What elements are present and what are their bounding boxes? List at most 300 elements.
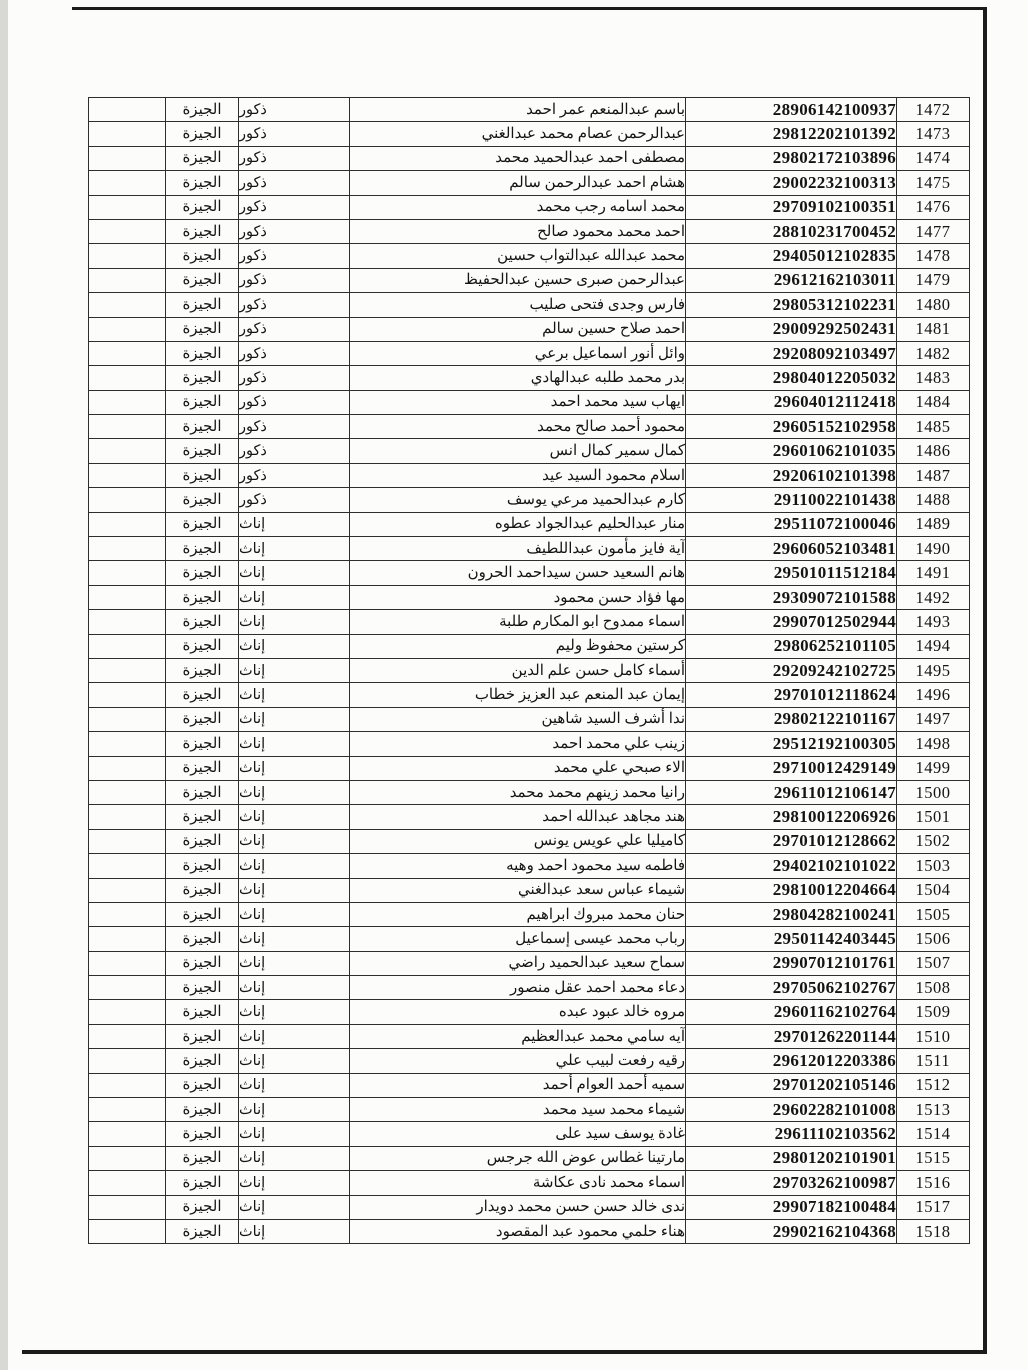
governorate-cell: الجيزة (166, 854, 239, 878)
table-row (89, 683, 970, 707)
governorate-cell: الجيزة (166, 122, 239, 146)
serial-number-cell: 1478 (897, 244, 970, 268)
table-row (89, 780, 970, 804)
empty-margin-cell (89, 1024, 166, 1048)
table-row (89, 463, 970, 487)
gender-cell: إناث (239, 1098, 350, 1122)
empty-margin-cell (89, 146, 166, 170)
governorate-cell: الجيزة (166, 585, 239, 609)
gender-cell: إناث (239, 1122, 350, 1146)
national-id-cell: 29701202105146 (686, 1073, 897, 1097)
governorate-cell: الجيزة (166, 1219, 239, 1243)
serial-number-cell: 1496 (897, 683, 970, 707)
empty-margin-cell (89, 366, 166, 390)
empty-margin-cell (89, 854, 166, 878)
serial-number-cell: 1517 (897, 1195, 970, 1219)
empty-margin-cell (89, 512, 166, 536)
empty-margin-cell (89, 1171, 166, 1195)
gender-cell: إناث (239, 585, 350, 609)
serial-number-cell: 1497 (897, 707, 970, 731)
table-row (89, 878, 970, 902)
serial-number-cell: 1515 (897, 1146, 970, 1170)
governorate-cell: الجيزة (166, 98, 239, 122)
serial-number-cell: 1518 (897, 1219, 970, 1243)
table-row (89, 1219, 970, 1243)
national-id-cell: 29206102101398 (686, 463, 897, 487)
gender-cell: إناث (239, 732, 350, 756)
governorate-cell: الجيزة (166, 780, 239, 804)
governorate-cell: الجيزة (166, 488, 239, 512)
gender-cell: إناث (239, 610, 350, 634)
full-name-cell: فاطمه سيد محمود احمد وهيه (350, 854, 686, 878)
full-name-cell: دعاء محمد احمد عقل منصور (350, 976, 686, 1000)
table-row (89, 366, 970, 390)
national-id-cell: 29208092103497 (686, 341, 897, 365)
national-id-cell: 29611012106147 (686, 780, 897, 804)
governorate-cell: الجيزة (166, 1122, 239, 1146)
full-name-cell: كمال سمير كمال انس (350, 439, 686, 463)
governorate-cell: الجيزة (166, 1000, 239, 1024)
full-name-cell: فارس وجدى فتحى صليب (350, 293, 686, 317)
governorate-cell: الجيزة (166, 732, 239, 756)
serial-number-cell: 1477 (897, 219, 970, 243)
national-id-cell: 29804282100241 (686, 902, 897, 926)
serial-number-cell: 1508 (897, 976, 970, 1000)
serial-number-cell: 1506 (897, 927, 970, 951)
national-id-cell: 29710012429149 (686, 756, 897, 780)
empty-margin-cell (89, 610, 166, 634)
serial-number-cell: 1484 (897, 390, 970, 414)
empty-margin-cell (89, 756, 166, 780)
governorate-cell: الجيزة (166, 268, 239, 292)
national-id-cell: 29601162102764 (686, 1000, 897, 1024)
national-id-cell: 29802172103896 (686, 146, 897, 170)
serial-number-cell: 1493 (897, 610, 970, 634)
empty-margin-cell (89, 463, 166, 487)
national-id-cell: 29701012118624 (686, 683, 897, 707)
governorate-cell: الجيزة (166, 1098, 239, 1122)
full-name-cell: إيمان عبد المنعم عبد العزيز خطاب (350, 683, 686, 707)
national-id-cell: 29009292502431 (686, 317, 897, 341)
full-name-cell: هانم السعيد حسن سيداحمد الحرون (350, 561, 686, 585)
gender-cell: ذكور (239, 146, 350, 170)
table-row (89, 195, 970, 219)
gender-cell: إناث (239, 902, 350, 926)
national-id-cell: 29902162104368 (686, 1219, 897, 1243)
empty-margin-cell (89, 98, 166, 122)
serial-number-cell: 1510 (897, 1024, 970, 1048)
table-row (89, 122, 970, 146)
national-id-cell: 29501142403445 (686, 927, 897, 951)
serial-number-cell: 1514 (897, 1122, 970, 1146)
empty-margin-cell (89, 902, 166, 926)
table-row (89, 1146, 970, 1170)
governorate-cell: الجيزة (166, 610, 239, 634)
full-name-cell: رقيه رفعت لبيب علي (350, 1049, 686, 1073)
table-row (89, 512, 970, 536)
governorate-cell: الجيزة (166, 537, 239, 561)
serial-number-cell: 1472 (897, 98, 970, 122)
full-name-cell: ندا أشرف السيد شاهين (350, 707, 686, 731)
full-name-cell: ندى خالد حسن حسن محمد دويدار (350, 1195, 686, 1219)
governorate-cell: الجيزة (166, 171, 239, 195)
empty-margin-cell (89, 976, 166, 1000)
empty-margin-cell (89, 1195, 166, 1219)
table-row (89, 488, 970, 512)
empty-margin-cell (89, 195, 166, 219)
gender-cell: إناث (239, 537, 350, 561)
table-row (89, 146, 970, 170)
scan-right-edge-line (983, 7, 987, 1354)
full-name-cell: رباب محمد عيسى إسماعيل (350, 927, 686, 951)
national-id-cell: 29511072100046 (686, 512, 897, 536)
national-id-cell: 29810012206926 (686, 805, 897, 829)
full-name-cell: اسلام محمود السيد عيد (350, 463, 686, 487)
governorate-cell: الجيزة (166, 805, 239, 829)
governorate-cell: الجيزة (166, 951, 239, 975)
empty-margin-cell (89, 829, 166, 853)
empty-margin-cell (89, 1146, 166, 1170)
full-name-cell: محمد اسامه رجب محمد (350, 195, 686, 219)
national-id-cell: 29701012128662 (686, 829, 897, 853)
gender-cell: ذكور (239, 488, 350, 512)
empty-margin-cell (89, 805, 166, 829)
governorate-cell: الجيزة (166, 366, 239, 390)
empty-margin-cell (89, 317, 166, 341)
table-row (89, 1195, 970, 1219)
empty-margin-cell (89, 1000, 166, 1024)
national-id-cell: 29802122101167 (686, 707, 897, 731)
full-name-cell: أسماء كامل حسن علم الدين (350, 658, 686, 682)
table-row (89, 756, 970, 780)
national-id-cell: 29309072101588 (686, 585, 897, 609)
serial-number-cell: 1512 (897, 1073, 970, 1097)
gender-cell: ذكور (239, 366, 350, 390)
gender-cell: إناث (239, 1195, 350, 1219)
gender-cell: إناث (239, 854, 350, 878)
full-name-cell: هشام احمد عبدالرحمن سالم (350, 171, 686, 195)
serial-number-cell: 1502 (897, 829, 970, 853)
gender-cell: إناث (239, 683, 350, 707)
table-row (89, 707, 970, 731)
governorate-cell: الجيزة (166, 561, 239, 585)
governorate-cell: الجيزة (166, 976, 239, 1000)
full-name-cell: باسم عبدالمنعم عمر احمد (350, 98, 686, 122)
national-id-cell: 29601062101035 (686, 439, 897, 463)
full-name-cell: مها فؤاد حسن محمود (350, 585, 686, 609)
table-row (89, 268, 970, 292)
national-id-cell: 29501011512184 (686, 561, 897, 585)
serial-number-cell: 1474 (897, 146, 970, 170)
serial-number-cell: 1476 (897, 195, 970, 219)
serial-number-cell: 1473 (897, 122, 970, 146)
national-id-cell: 29604012112418 (686, 390, 897, 414)
table-row (89, 658, 970, 682)
governorate-cell: الجيزة (166, 658, 239, 682)
empty-margin-cell (89, 561, 166, 585)
empty-margin-cell (89, 390, 166, 414)
table-row (89, 951, 970, 975)
gender-cell: ذكور (239, 219, 350, 243)
full-name-cell: آية فايز مأمون عبداللطيف (350, 537, 686, 561)
national-id-cell: 29512192100305 (686, 732, 897, 756)
table-row (89, 390, 970, 414)
gender-cell: إناث (239, 1146, 350, 1170)
full-name-cell: وائل أنور اسماعيل برعي (350, 341, 686, 365)
governorate-cell: الجيزة (166, 707, 239, 731)
serial-number-cell: 1513 (897, 1098, 970, 1122)
serial-number-cell: 1479 (897, 268, 970, 292)
national-id-cell: 28906142100937 (686, 98, 897, 122)
full-name-cell: شيماء عباس سعد عبدالغني (350, 878, 686, 902)
table-row (89, 317, 970, 341)
empty-margin-cell (89, 122, 166, 146)
empty-margin-cell (89, 439, 166, 463)
full-name-cell: سماح سعيد عبدالحميد راضي (350, 951, 686, 975)
table-row (89, 293, 970, 317)
governorate-cell: الجيزة (166, 683, 239, 707)
gender-cell: إناث (239, 951, 350, 975)
governorate-cell: الجيزة (166, 512, 239, 536)
full-name-cell: احمد صلاح حسين سالم (350, 317, 686, 341)
table-row (89, 1122, 970, 1146)
national-id-cell: 29405012102835 (686, 244, 897, 268)
table-row (89, 610, 970, 634)
full-name-cell: بدر محمد طلبه عبدالهادي (350, 366, 686, 390)
empty-margin-cell (89, 683, 166, 707)
scan-left-shade (0, 0, 8, 1370)
table-row (89, 98, 970, 122)
national-id-cell: 29602282101008 (686, 1098, 897, 1122)
table-row (89, 976, 970, 1000)
full-name-cell: سميه أحمد العوام أحمد (350, 1073, 686, 1097)
national-id-cell: 29806252101105 (686, 634, 897, 658)
full-name-cell: حنان محمد مبروك ابراهيم (350, 902, 686, 926)
national-id-cell: 29705062102767 (686, 976, 897, 1000)
empty-margin-cell (89, 707, 166, 731)
national-id-cell: 29703262100987 (686, 1171, 897, 1195)
table-row (89, 805, 970, 829)
empty-margin-cell (89, 244, 166, 268)
table-row (89, 439, 970, 463)
serial-number-cell: 1486 (897, 439, 970, 463)
table-row (89, 829, 970, 853)
table-row (89, 1049, 970, 1073)
governorate-cell: الجيزة (166, 219, 239, 243)
table-row (89, 1098, 970, 1122)
national-id-cell: 29606052103481 (686, 537, 897, 561)
serial-number-cell: 1494 (897, 634, 970, 658)
full-name-cell: ايهاب سيد محمد احمد (350, 390, 686, 414)
governorate-cell: الجيزة (166, 463, 239, 487)
full-name-cell: شيماء محمد سيد محمد (350, 1098, 686, 1122)
scan-bottom-edge-line (22, 1350, 987, 1354)
empty-margin-cell (89, 1219, 166, 1243)
records-tbody (89, 98, 970, 1244)
serial-number-cell: 1487 (897, 463, 970, 487)
governorate-cell: الجيزة (166, 415, 239, 439)
table-row (89, 1171, 970, 1195)
governorate-cell: الجيزة (166, 439, 239, 463)
serial-number-cell: 1498 (897, 732, 970, 756)
table-row (89, 244, 970, 268)
gender-cell: ذكور (239, 244, 350, 268)
governorate-cell: الجيزة (166, 1024, 239, 1048)
table-row (89, 634, 970, 658)
empty-margin-cell (89, 951, 166, 975)
serial-number-cell: 1485 (897, 415, 970, 439)
serial-number-cell: 1501 (897, 805, 970, 829)
national-id-cell: 29701262201144 (686, 1024, 897, 1048)
gender-cell: ذكور (239, 439, 350, 463)
full-name-cell: غادة يوسف سيد على (350, 1122, 686, 1146)
governorate-cell: الجيزة (166, 1171, 239, 1195)
gender-cell: إناث (239, 780, 350, 804)
serial-number-cell: 1482 (897, 341, 970, 365)
full-name-cell: محمود أحمد صالح محمد (350, 415, 686, 439)
gender-cell: إناث (239, 1073, 350, 1097)
governorate-cell: الجيزة (166, 341, 239, 365)
table-row (89, 585, 970, 609)
empty-margin-cell (89, 219, 166, 243)
gender-cell: إناث (239, 1219, 350, 1243)
full-name-cell: الاء صبحي علي محمد (350, 756, 686, 780)
table-row (89, 537, 970, 561)
gender-cell: إناث (239, 756, 350, 780)
gender-cell: ذكور (239, 195, 350, 219)
table-row (89, 1073, 970, 1097)
gender-cell: إناث (239, 878, 350, 902)
full-name-cell: عبدالرحمن عصام محمد عبدالغني (350, 122, 686, 146)
table-row (89, 415, 970, 439)
serial-number-cell: 1507 (897, 951, 970, 975)
gender-cell: إناث (239, 805, 350, 829)
table-row (89, 171, 970, 195)
full-name-cell: عبدالرحمن صبرى حسين عبدالحفيظ (350, 268, 686, 292)
empty-margin-cell (89, 268, 166, 292)
empty-margin-cell (89, 1098, 166, 1122)
national-id-cell: 29804012205032 (686, 366, 897, 390)
full-name-cell: محمد عبدالله عبدالتواب حسين (350, 244, 686, 268)
empty-margin-cell (89, 927, 166, 951)
gender-cell: إناث (239, 658, 350, 682)
national-id-cell: 29810012204664 (686, 878, 897, 902)
empty-margin-cell (89, 171, 166, 195)
empty-margin-cell (89, 1049, 166, 1073)
national-id-cell: 29605152102958 (686, 415, 897, 439)
full-name-cell: هند مجاهد عبدالله احمد (350, 805, 686, 829)
table-row (89, 927, 970, 951)
empty-margin-cell (89, 732, 166, 756)
full-name-cell: احمد محمد محمود صالح (350, 219, 686, 243)
table-row (89, 219, 970, 243)
full-name-cell: زينب علي محمد احمد (350, 732, 686, 756)
gender-cell: ذكور (239, 122, 350, 146)
national-id-cell: 29611102103562 (686, 1122, 897, 1146)
serial-number-cell: 1495 (897, 658, 970, 682)
serial-number-cell: 1509 (897, 1000, 970, 1024)
governorate-cell: الجيزة (166, 1049, 239, 1073)
full-name-cell: كاميليا علي عويس يونس (350, 829, 686, 853)
empty-margin-cell (89, 341, 166, 365)
empty-margin-cell (89, 293, 166, 317)
table-row (89, 732, 970, 756)
governorate-cell: الجيزة (166, 756, 239, 780)
serial-number-cell: 1489 (897, 512, 970, 536)
serial-number-cell: 1500 (897, 780, 970, 804)
governorate-cell: الجيزة (166, 1073, 239, 1097)
national-id-cell: 29612162103011 (686, 268, 897, 292)
full-name-cell: اسماء ممدوح ابو المكارم طلبة (350, 610, 686, 634)
governorate-cell: الجيزة (166, 902, 239, 926)
governorate-cell: الجيزة (166, 878, 239, 902)
gender-cell: إناث (239, 1049, 350, 1073)
serial-number-cell: 1511 (897, 1049, 970, 1073)
table-row (89, 902, 970, 926)
full-name-cell: هناء حلمي محمود عبد المقصود (350, 1219, 686, 1243)
serial-number-cell: 1490 (897, 537, 970, 561)
empty-margin-cell (89, 415, 166, 439)
empty-margin-cell (89, 1122, 166, 1146)
gender-cell: ذكور (239, 390, 350, 414)
empty-margin-cell (89, 780, 166, 804)
voter-records-table (88, 97, 970, 1244)
gender-cell: إناث (239, 1000, 350, 1024)
full-name-cell: منار عبدالحليم عبدالجواد عطوه (350, 512, 686, 536)
empty-margin-cell (89, 634, 166, 658)
national-id-cell: 29110022101438 (686, 488, 897, 512)
serial-number-cell: 1499 (897, 756, 970, 780)
national-id-cell: 29402102101022 (686, 854, 897, 878)
gender-cell: إناث (239, 976, 350, 1000)
table-row (89, 341, 970, 365)
full-name-cell: مارتينا غطاس عوض الله جرجس (350, 1146, 686, 1170)
full-name-cell: رانيا محمد زينهم محمد محمد (350, 780, 686, 804)
empty-margin-cell (89, 537, 166, 561)
gender-cell: ذكور (239, 415, 350, 439)
national-id-cell: 29907012101761 (686, 951, 897, 975)
serial-number-cell: 1516 (897, 1171, 970, 1195)
full-name-cell: كرستين محفوظ وليم (350, 634, 686, 658)
gender-cell: إناث (239, 1024, 350, 1048)
empty-margin-cell (89, 488, 166, 512)
governorate-cell: الجيزة (166, 927, 239, 951)
serial-number-cell: 1503 (897, 854, 970, 878)
national-id-cell: 29812202101392 (686, 122, 897, 146)
national-id-cell: 29801202101901 (686, 1146, 897, 1170)
gender-cell: ذكور (239, 463, 350, 487)
empty-margin-cell (89, 878, 166, 902)
gender-cell: إناث (239, 927, 350, 951)
national-id-cell: 29805312102231 (686, 293, 897, 317)
national-id-cell: 29709102100351 (686, 195, 897, 219)
gender-cell: إناث (239, 561, 350, 585)
governorate-cell: الجيزة (166, 293, 239, 317)
gender-cell: إناث (239, 829, 350, 853)
empty-margin-cell (89, 1073, 166, 1097)
national-id-cell: 29907182100484 (686, 1195, 897, 1219)
gender-cell: ذكور (239, 341, 350, 365)
full-name-cell: آيه سامي محمد عبدالعظيم (350, 1024, 686, 1048)
table-row (89, 1024, 970, 1048)
national-id-cell: 29209242102725 (686, 658, 897, 682)
empty-margin-cell (89, 585, 166, 609)
governorate-cell: الجيزة (166, 1146, 239, 1170)
national-id-cell: 29612012203386 (686, 1049, 897, 1073)
governorate-cell: الجيزة (166, 146, 239, 170)
table-row (89, 1000, 970, 1024)
gender-cell: ذكور (239, 171, 350, 195)
